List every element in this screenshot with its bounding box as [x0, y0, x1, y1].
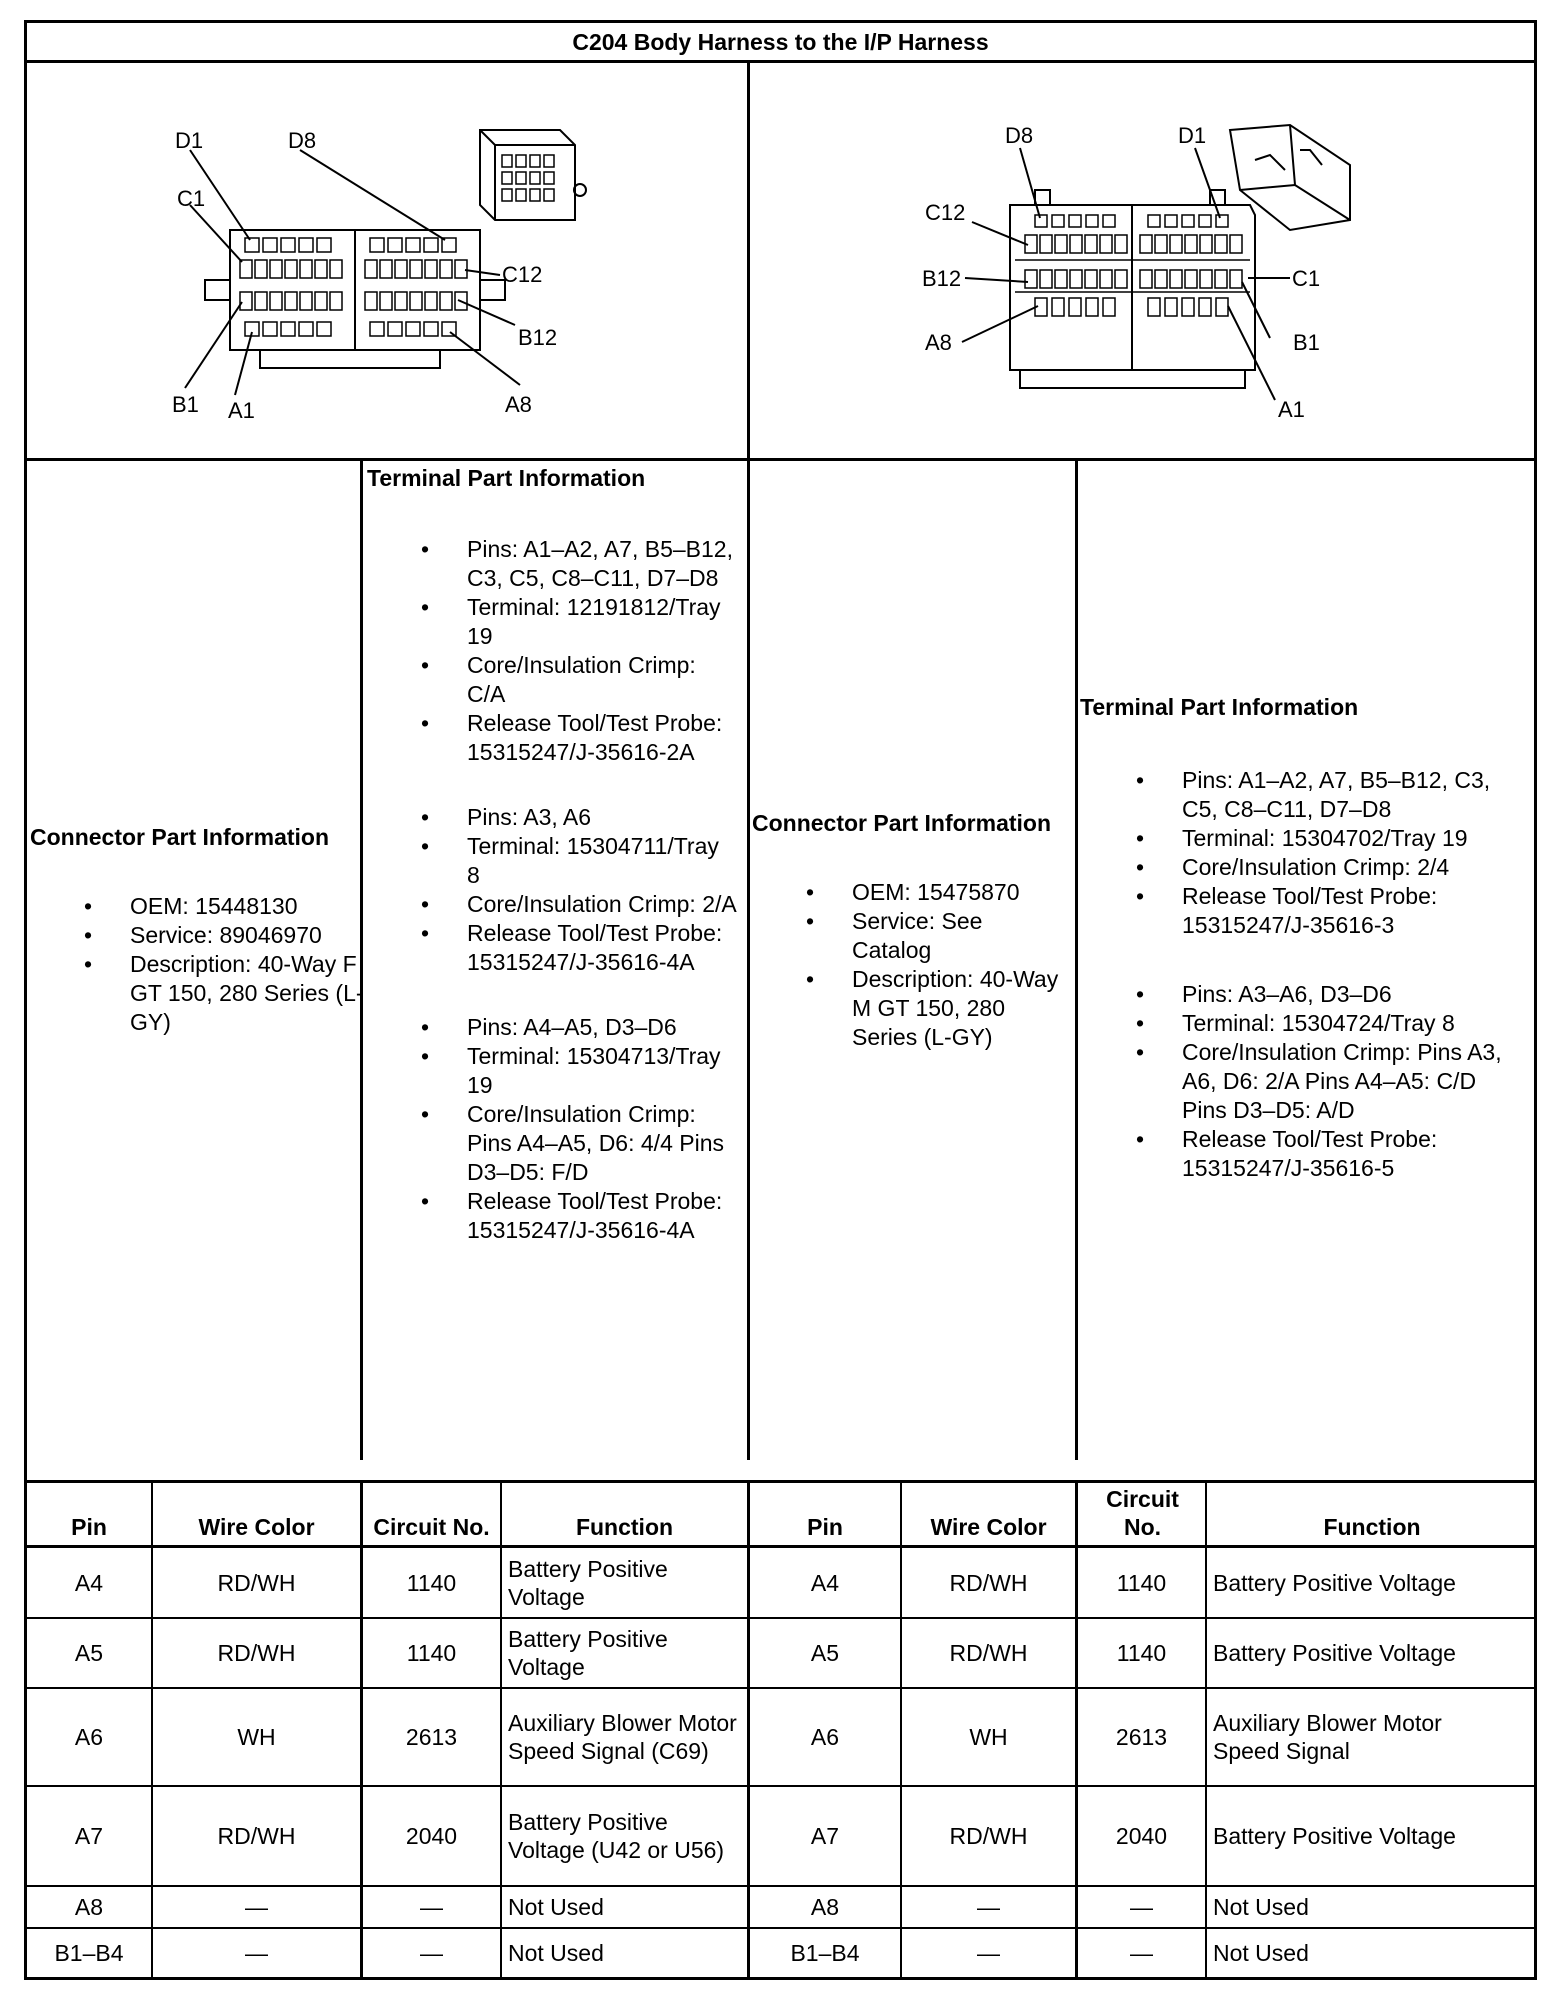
- info-divider-2: [747, 460, 750, 1460]
- table-cell-function: Auxiliary Blower Motor Speed Signal: [1213, 1710, 1442, 1764]
- title-divider: [24, 60, 1537, 63]
- label-a1: A1: [1278, 397, 1305, 422]
- left-connector-oem: • OEM: 15448130: [84, 893, 298, 919]
- table-cell-circuit: 1140: [406, 1640, 457, 1666]
- table-cell-pin: A5: [74, 1640, 104, 1666]
- label-d8: D8: [288, 128, 317, 153]
- table-cell-pin: B1–B4: [790, 1940, 860, 1966]
- right-terminal-heading: Terminal Part Information: [1080, 694, 1359, 720]
- header-circuit-left: Circuit No.: [373, 1514, 490, 1540]
- label-b1: B1: [1293, 330, 1320, 355]
- table-cell-color: WH: [969, 1724, 1008, 1750]
- header-function-right: Function: [1323, 1514, 1421, 1540]
- table-cell-circuit: 2613: [405, 1724, 458, 1750]
- right-connector-info: [752, 809, 1072, 1052]
- header-circuit-right: Circuit No.: [1106, 1486, 1179, 1540]
- left-terminal-heading: Terminal Part Information: [367, 465, 646, 491]
- label-c1: C1: [177, 186, 206, 211]
- left-terminal-tool-1: • Release Tool/Test Probe: 15315247/J-35616-2A: [421, 710, 723, 765]
- left-terminal-info: [367, 464, 742, 1245]
- page-title: C204 Body Harness to the I/P Harness: [572, 29, 989, 55]
- table-cell-color: RD/WH: [217, 1640, 296, 1666]
- table-cell-color: RD/WH: [217, 1823, 296, 1849]
- left-connector-heading: Connector Part Information: [30, 824, 330, 850]
- table-cell-pin: A6: [74, 1724, 104, 1750]
- table-cell-pin: A6: [810, 1724, 840, 1750]
- label-a8: A8: [505, 392, 532, 417]
- label-c12: C12: [502, 262, 543, 287]
- left-connector-info: [30, 823, 364, 1037]
- table-cell-pin: A7: [810, 1823, 840, 1849]
- left-terminal-pins-3: • Pins: A4–A5, D3–D6: [421, 1014, 677, 1040]
- right-connector-oem: • OEM: 15475870: [806, 879, 1020, 905]
- diagram-divider: [747, 60, 750, 460]
- table-cell-circuit: —: [420, 1894, 443, 1920]
- table-cell-circuit: —: [420, 1940, 443, 1966]
- left-terminal-terminal-2: • Terminal: 15304711/Tray 8: [421, 833, 719, 888]
- table-cell-pin: A5: [810, 1640, 840, 1666]
- table-cell-pin: A8: [810, 1894, 840, 1920]
- left-terminal-crimp-3: • Core/Insulation Crimp: Pins A4–A5, D6: 4/4 Pins D3–D5: F/D: [421, 1101, 724, 1185]
- header-pin-left: Pin: [71, 1514, 107, 1540]
- right-terminal-info: [1080, 693, 1530, 1183]
- table-cell-color: —: [245, 1894, 268, 1920]
- diagram-bottom-divider: [24, 458, 1537, 461]
- right-terminal-terminal-1: • Terminal: 15304702/Tray 19: [1136, 825, 1468, 851]
- table-cell-color: WH: [237, 1724, 276, 1750]
- table-cell-circuit: 2040: [405, 1823, 458, 1849]
- header-function-left: Function: [575, 1514, 674, 1540]
- table-cell-pin: A8: [74, 1894, 104, 1920]
- table-cell-color: —: [245, 1940, 268, 1966]
- table-cell-function: Battery Positive Voltage: [1213, 1569, 1456, 1596]
- table-cell-function: Not Used: [1213, 1940, 1309, 1966]
- right-connector-description: • Description: 40-Way M GT 150, 280 Series (L-GY): [806, 966, 1059, 1050]
- table-cell-color: RD/WH: [949, 1640, 1028, 1666]
- table-cell-function: Not Used: [508, 1940, 604, 1966]
- header-wire-color-right: Wire Color: [930, 1514, 1047, 1540]
- left-terminal-terminal-1: • Terminal: 12191812/Tray 19: [421, 594, 721, 649]
- table-cell-pin: A7: [74, 1823, 104, 1849]
- label-b12: B12: [922, 266, 962, 291]
- right-terminal-crimp-2: • Core/Insulation Crimp: Pins A3, A6, D6: 2/A Pins A4–A5: C/D Pins D3–D5: A/D: [1136, 1039, 1502, 1123]
- table-cell-function: Not Used: [508, 1894, 604, 1920]
- table-cell-circuit: 1140: [406, 1569, 457, 1596]
- right-terminal-tool-2: • Release Tool/Test Probe: 15315247/J-35616-5: [1136, 1126, 1438, 1181]
- label-d1: D1: [175, 128, 204, 153]
- left-terminal-crimp-1: • Core/Insulation Crimp: C/A: [421, 652, 696, 707]
- table-cell-circuit: —: [1130, 1894, 1153, 1920]
- label-c1: C1: [1292, 266, 1321, 291]
- left-terminal-tool-2: • Release Tool/Test Probe: 15315247/J-35616-4A: [421, 920, 723, 975]
- right-connector-heading: Connector Part Information: [752, 810, 1052, 836]
- right-terminal-tool-1: • Release Tool/Test Probe: 15315247/J-35616-3: [1136, 883, 1438, 938]
- label-d8: D8: [1005, 123, 1034, 148]
- female-connector-diagram: [160, 110, 620, 430]
- label-a8: A8: [925, 330, 952, 355]
- left-connector-description: • Description: 40-Way F GT 150, 280 Series (L-GY): [84, 951, 364, 1035]
- right-terminal-terminal-2: • Terminal: 15304724/Tray 8: [1136, 1010, 1455, 1036]
- table-cell-function: Battery Positive Voltage: [508, 1626, 668, 1680]
- table-cell-function: Battery Positive Voltage (U42 or U56): [508, 1809, 725, 1863]
- table-cell-pin: A4: [74, 1569, 104, 1596]
- left-connector-service: • Service: 89046970: [84, 922, 322, 948]
- header-wire-color-left: Wire Color: [198, 1514, 315, 1540]
- table-cell-circuit: 2040: [1115, 1823, 1168, 1849]
- table-cell-function: Not Used: [1213, 1894, 1309, 1920]
- table-cell-pin: B1–B4: [54, 1940, 124, 1966]
- right-terminal-crimp-1: • Core/Insulation Crimp: 2/4: [1136, 854, 1450, 880]
- header-pin-right: Pin: [807, 1514, 843, 1540]
- table-cell-circuit: 1140: [1116, 1569, 1167, 1596]
- table-cell-function: Battery Positive Voltage: [1213, 1823, 1456, 1849]
- label-b12: B12: [518, 325, 558, 350]
- table-cell-function: Auxiliary Blower Motor Speed Signal (C69): [508, 1710, 737, 1764]
- table-cell-color: RD/WH: [949, 1569, 1028, 1596]
- left-terminal-pins-2: • Pins: A3, A6: [421, 804, 592, 830]
- info-divider-3: [1075, 460, 1078, 1460]
- left-terminal-tool-3: • Release Tool/Test Probe: 15315247/J-35616-4A: [421, 1188, 723, 1243]
- table-cell-circuit: 1140: [1116, 1640, 1167, 1666]
- right-terminal-pins-2: • Pins: A3–A6, D3–D6: [1136, 981, 1392, 1007]
- table-cell-color: —: [977, 1940, 1000, 1966]
- table-cell-pin: A4: [810, 1569, 840, 1596]
- label-b1: B1: [172, 392, 199, 417]
- table-cell-function: Battery Positive Voltage: [508, 1555, 668, 1610]
- table-cell-color: RD/WH: [949, 1823, 1028, 1849]
- table-cell-color: RD/WH: [217, 1569, 296, 1596]
- table-cell-circuit: —: [1130, 1940, 1153, 1966]
- male-connector-diagram: [910, 110, 1370, 430]
- label-d1: D1: [1178, 123, 1207, 148]
- label-a1: A1: [228, 398, 255, 423]
- label-c12: C12: [925, 200, 966, 225]
- left-terminal-pins-1: • Pins: A1–A2, A7, B5–B12, C3, C5, C8–C11, D7–D8: [421, 536, 733, 591]
- right-terminal-pins-1: • Pins: A1–A2, A7, B5–B12, C3, C5, C8–C11, D7–D8: [1136, 767, 1491, 822]
- table-cell-function: Battery Positive Voltage: [1213, 1640, 1456, 1666]
- left-terminal-terminal-3: • Terminal: 15304713/Tray 19: [421, 1043, 721, 1098]
- left-terminal-crimp-2: • Core/Insulation Crimp: 2/A: [421, 891, 737, 917]
- table-cell-color: —: [977, 1894, 1000, 1920]
- right-connector-service: • Service: See Catalog: [806, 908, 983, 963]
- table-cell-circuit: 2613: [1115, 1724, 1168, 1750]
